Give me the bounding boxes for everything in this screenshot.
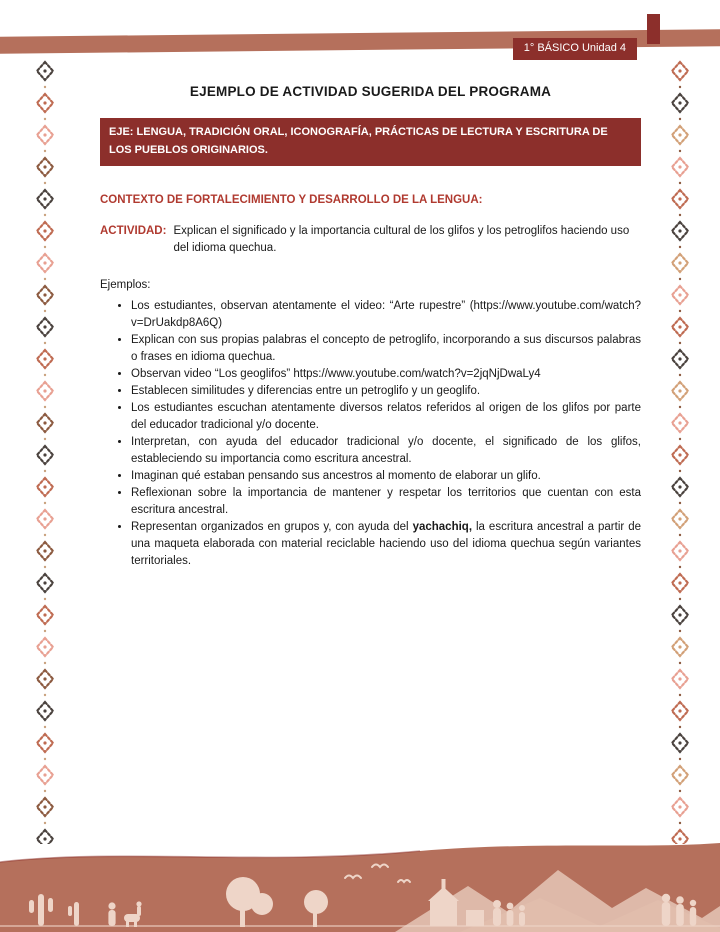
bullet-text: Interpretan, con ayuda del educador tradicional y/o docente, el significado de los glifos, estableciendo su importancia como escritura ancestral.	[131, 436, 641, 466]
unit-badge	[513, 38, 637, 60]
example-bullet	[131, 434, 641, 468]
example-bullet	[131, 468, 641, 485]
activity-label: ACTIVIDAD:	[100, 225, 167, 238]
bullet-text: Observan video “Los geoglifos”	[131, 368, 294, 381]
bullet-text: Representan organizados en grupos y, con ayuda del	[131, 521, 413, 534]
examples-list	[100, 298, 641, 570]
example-bullet	[131, 400, 641, 434]
bullet-text: la escritura ancestral a partir de una maqueta elaborada con material reciclable haciendo uso del idioma quechua según variantes territoriales.	[131, 521, 641, 568]
document-content	[100, 84, 641, 570]
left-border-pattern-icon	[33, 58, 57, 844]
example-bullet	[131, 519, 641, 570]
header-corner-tab	[647, 14, 660, 44]
example-bullet	[131, 332, 641, 366]
bullet-text: Explican con sus propias palabras el concepto de petroglifo, incorporando a sus discursos palabras o frases en idioma quechua.	[131, 334, 641, 364]
bullet-text: Los estudiantes, observan atentamente el video: “Arte rupestre” (	[131, 300, 474, 313]
page-title: EJEMPLO DE ACTIVIDAD SUGERIDA DEL PROGRAMA	[189, 84, 552, 99]
example-bullet	[131, 383, 641, 400]
examples-label: Ejemplos:	[100, 279, 151, 292]
example-bullet	[131, 366, 641, 383]
video-link[interactable]: https://www.youtube.com/watch?v=DrUakdp8A6Q	[131, 300, 641, 330]
footer-landscape-illustration	[0, 838, 720, 932]
example-bullet	[131, 298, 641, 332]
bullet-text: Establecen similitudes y diferencias entre un petroglifo y un geoglifo.	[131, 385, 481, 398]
video-link[interactable]: https://www.youtube.com/watch?v=2jqNjDwaLy4	[293, 368, 541, 381]
quechua-term: yachachiq,	[412, 521, 473, 534]
right-border-pattern-icon	[668, 58, 692, 844]
example-bullet	[131, 485, 641, 519]
context-heading: CONTEXTO DE FORTALECIMIENTO Y DESARROLLO DE LA LENGUA:	[100, 194, 483, 207]
unit-badge-label: 1° BÁSICO Unidad 4	[523, 42, 626, 54]
bullet-text: Imaginan qué estaban pensando sus ancestros al momento de elaborar un glifo.	[131, 470, 541, 483]
bullet-text: Los estudiantes escuchan atentamente diversos relatos referidos al origen de los glifos por parte del educador tradicional y/o docente.	[131, 402, 641, 432]
bullet-text: )	[218, 317, 223, 330]
activity-text: Explican el significado y la importancia cultural de los glifos y los petroglifos haciendo uso del idioma quechua.	[173, 225, 630, 255]
activity-block	[100, 223, 641, 257]
bullet-text: Reflexionan sobre la importancia de mantener y respetar los territorios que cuentan con esta escritura ancestral.	[131, 487, 641, 517]
eje-banner: EJE: LENGUA, TRADICIÓN ORAL, ICONOGRAFÍA, PRÁCTICAS DE LECTURA Y ESCRITURA DE LOS PUEBLOS ORIGINARIOS.	[100, 118, 641, 166]
